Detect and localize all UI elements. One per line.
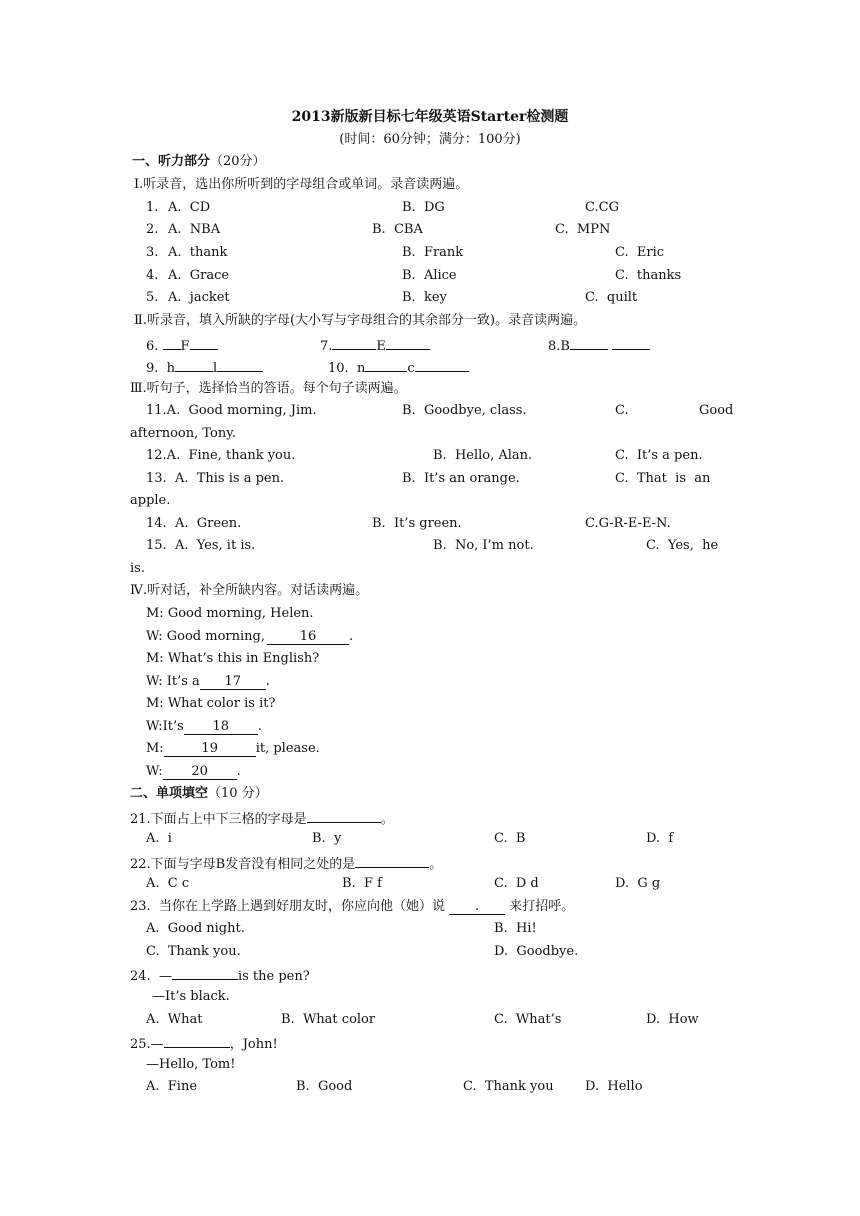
q25-stem-text: 25.—	[130, 1037, 164, 1052]
q1-option-b: B. DG	[402, 200, 445, 215]
q3-option-b: B. Frank	[402, 245, 464, 260]
q12-option-a: 12.A. Fine, thank you.	[146, 448, 296, 463]
q11-option-a: 11.A. Good morning, Jim.	[146, 403, 317, 418]
q9-letter-a: h	[166, 361, 176, 376]
q21-stem-end: 。	[380, 812, 394, 827]
dialog-line-7-text: M:	[146, 741, 164, 756]
q25-blank	[164, 1032, 230, 1048]
q22-option-a: A. C c	[146, 876, 190, 891]
q6-blank-2	[190, 334, 218, 350]
q2-num: 2.	[146, 222, 159, 237]
q6-num: 6.	[146, 339, 159, 354]
q8-num: 8.	[548, 339, 561, 354]
q9	[146, 356, 263, 379]
q21-option-a: A. i	[146, 831, 172, 846]
q21-blank	[307, 807, 381, 823]
q22-stem-text: 22.下面与字母B发音没有相同之处的是	[130, 857, 356, 872]
q13-option-b: B. It’s an orange.	[402, 471, 520, 486]
dialog-line-6-end: .	[257, 719, 262, 734]
q22-stem	[130, 852, 442, 875]
q10-blank-1	[365, 356, 407, 372]
blank-18: 18	[184, 719, 258, 735]
q25-stem	[130, 1032, 278, 1055]
q9-blank-1	[175, 356, 213, 372]
q12-option-c: C. It’s a pen.	[615, 448, 703, 463]
q15-option-c: C. Yes, he	[646, 538, 719, 553]
q10-blank-2	[415, 356, 469, 372]
q15-option-a: 15. A. Yes, it is.	[146, 538, 256, 553]
q25-option-a: A. Fine	[146, 1079, 198, 1094]
q22-option-b: B. F f	[342, 876, 382, 891]
q24-option-d: D. How	[646, 1012, 699, 1027]
blank-17: 17	[200, 674, 266, 690]
q22-option-d: D. G g	[615, 876, 661, 891]
section1-title: 一、听力部分	[132, 154, 211, 169]
q14-option-b: B. It’s green.	[372, 516, 462, 531]
q23-stem	[130, 897, 574, 917]
q15-option-b: B. No, I’m not.	[433, 538, 534, 553]
part4-instruction: Ⅳ.听对话，补全所缺内容。对话读两遍。	[130, 583, 369, 598]
q11-option-c-text: Good	[699, 403, 734, 418]
q9-letter-b: l	[213, 361, 218, 376]
q14-option-c: C.G-R-E-E-N.	[585, 516, 671, 531]
q6-blank-1	[163, 334, 181, 350]
q9-blank-2	[217, 356, 263, 372]
section1-score: （20分）	[210, 154, 266, 169]
q7-blank-2	[386, 334, 430, 350]
q24-stem-text: 24. —	[130, 969, 172, 984]
q10-letter-b: c	[407, 361, 415, 376]
q23-option-c: C. Thank you.	[146, 944, 241, 959]
q23-option-b: B. Hi!	[494, 921, 537, 936]
page-subtitle: (时间：60分钟；满分：100分)	[339, 132, 521, 147]
q2-option-a: A. NBA	[168, 222, 221, 237]
q21-stem	[130, 807, 394, 830]
dialog-line-2-text: W: Good morning,	[146, 629, 265, 644]
dialog-line-4-end: .	[265, 674, 270, 689]
q2-option-c: C. MPN	[555, 222, 611, 237]
dialog-line-2	[146, 627, 353, 647]
q8-letter: B	[560, 339, 570, 354]
dialog-line-5: M: What color is it?	[146, 696, 276, 711]
dialog-line-2-end: .	[348, 629, 354, 644]
q4-option-a: A. Grace	[168, 268, 230, 283]
q5-option-a: A. jacket	[168, 290, 230, 305]
q3-num: 3.	[146, 245, 159, 260]
q7-letter: E	[376, 339, 386, 354]
q15-continuation: is.	[130, 561, 145, 576]
dialog-line-6	[146, 717, 262, 737]
dialog-line-8	[146, 762, 241, 782]
section1-heading	[132, 152, 266, 172]
q25-option-d: D. Hello	[585, 1079, 643, 1094]
q5-option-b: B. key	[402, 290, 447, 305]
q7-blank-1	[332, 334, 376, 350]
dialog-line-1: M: Good morning, Helen.	[146, 606, 314, 621]
q11-option-c: C.	[615, 403, 629, 418]
section2-title: 二、单项填空	[130, 786, 209, 801]
q5-option-c: C. quilt	[585, 290, 638, 305]
blank-19: 19	[164, 741, 256, 757]
q1-option-c: C.CG	[585, 200, 619, 215]
q6-letter: F	[180, 339, 190, 354]
q10-num: 10.	[328, 361, 349, 376]
part1-instruction: Ⅰ.听录音，选出你所听到的字母组合或单词。录音读两遍。	[134, 177, 469, 192]
q7	[320, 334, 430, 357]
q22-stem-end: 。	[429, 857, 443, 872]
q2-option-b: B. CBA	[372, 222, 423, 237]
q23-option-d: D. Goodbye.	[494, 944, 579, 959]
q13-option-a: 13. A. This is a pen.	[146, 471, 285, 486]
q10-letter-a: n	[356, 361, 366, 376]
q25-option-b: B. Good	[296, 1079, 353, 1094]
q25-option-c: C. Thank you	[463, 1079, 554, 1094]
q11-continuation: afternoon, Tony.	[130, 426, 236, 441]
q8-blank-2	[612, 334, 650, 350]
q24-stem-end: is the pen?	[237, 969, 310, 984]
q21-stem-text: 21.下面占上中下三格的字母是	[130, 812, 307, 827]
q24-option-c: C. What’s	[494, 1012, 562, 1027]
page-title: 2013新版新目标七年级英语Starter检测题	[291, 109, 569, 125]
q22-blank	[355, 852, 429, 868]
q24-blank	[172, 964, 238, 980]
q24-reply: —It’s black.	[152, 989, 230, 1004]
q24-option-b: B. What color	[281, 1012, 376, 1027]
q13-option-c: C. That is an	[615, 471, 711, 486]
q21-option-c: C. B	[494, 831, 526, 846]
q3-option-a: A. thank	[168, 245, 228, 260]
dialog-line-7	[146, 739, 320, 759]
dialog-line-8-text: W:	[146, 764, 163, 779]
q13-continuation: apple.	[130, 493, 171, 508]
blank-20: 20	[163, 764, 237, 780]
dialog-line-4-text: W: It’s a	[146, 674, 200, 689]
q21-option-b: B. y	[312, 831, 342, 846]
q4-option-c: C. thanks	[615, 268, 682, 283]
dialog-line-3: M: What’s this in English?	[146, 651, 320, 666]
q12-option-b: B. Hello, Alan.	[433, 448, 533, 463]
q8-blank-1	[570, 334, 608, 350]
q11-option-b: B. Goodbye, class.	[402, 403, 527, 418]
q4-option-b: B. Alice	[402, 268, 457, 283]
q23-blank: .	[449, 899, 505, 915]
q10	[328, 356, 469, 379]
q25-reply: —Hello, Tom!	[146, 1057, 236, 1072]
q4-num: 4.	[146, 268, 159, 283]
q24-option-a: A. What	[146, 1012, 203, 1027]
q3-option-c: C. Eric	[615, 245, 665, 260]
q23-stem-end: 来打招呼。	[509, 899, 575, 914]
q5-num: 5.	[146, 290, 159, 305]
section2-heading	[130, 784, 268, 804]
dialog-line-7-end: it, please.	[255, 741, 320, 756]
q8	[548, 334, 650, 357]
part3-instruction: Ⅲ.听句子，选择恰当的答语。每个句子读两遍。	[130, 381, 407, 396]
dialog-line-6-text: W:It’s	[146, 719, 184, 734]
q6	[146, 334, 218, 357]
blank-16: 16	[267, 629, 349, 645]
q1-num: 1.	[146, 200, 159, 215]
q1-option-a: A. CD	[168, 200, 211, 215]
q21-option-d: D. f	[646, 831, 674, 846]
q24-stem	[130, 964, 310, 987]
q7-num: 7.	[320, 339, 333, 354]
q25-stem-end: ，John!	[229, 1037, 278, 1052]
q23-option-a: A. Good night.	[146, 921, 245, 936]
dialog-line-4	[146, 672, 270, 692]
part2-instruction: Ⅱ.听录音，填入所缺的字母(大小写与字母组合的其余部分一致)。录音读两遍。	[134, 313, 587, 328]
section2-score: （10 分）	[208, 786, 268, 801]
q23-stem-text: 23. 当你在上学路上遇到好朋友时，你应向他（她）说	[130, 899, 445, 914]
q14-option-a: 14. A. Green.	[146, 516, 242, 531]
q22-option-c: C. D d	[494, 876, 539, 891]
dialog-line-8-end: .	[236, 764, 241, 779]
q9-num: 9.	[146, 361, 159, 376]
